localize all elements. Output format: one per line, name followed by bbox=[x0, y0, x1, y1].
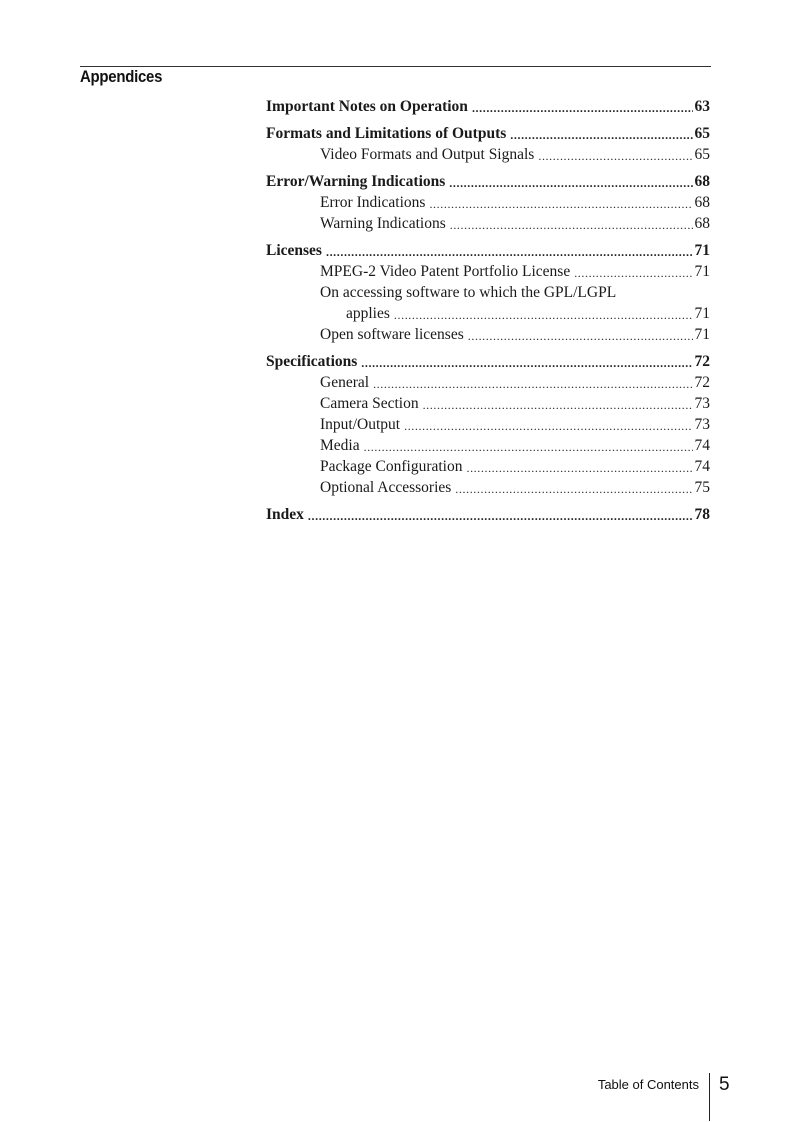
dot-leader bbox=[308, 504, 693, 525]
entry-page: 71 bbox=[694, 305, 710, 322]
entry-page: 65 bbox=[694, 146, 710, 163]
footer-divider bbox=[709, 1073, 710, 1121]
toc-subentry[interactable] bbox=[266, 414, 710, 435]
dot-leader bbox=[449, 171, 692, 192]
toc-entry[interactable] bbox=[266, 171, 710, 192]
dot-leader bbox=[394, 303, 693, 324]
entry-title: Optional Accessories bbox=[320, 477, 455, 498]
page-number: 5 bbox=[719, 1074, 730, 1095]
entry-title: MPEG-2 Video Patent Portfolio License bbox=[320, 261, 574, 282]
dot-leader bbox=[510, 123, 692, 144]
entry-page: 71 bbox=[694, 326, 710, 343]
toc-entry[interactable] bbox=[266, 240, 710, 261]
entry-page: 63 bbox=[694, 98, 710, 115]
dot-leader bbox=[361, 351, 692, 372]
toc-subentry[interactable] bbox=[266, 144, 710, 165]
entry-title: Media bbox=[320, 435, 364, 456]
dot-leader bbox=[404, 414, 692, 435]
dot-leader bbox=[574, 261, 692, 282]
entry-title: Package Configuration bbox=[320, 456, 466, 477]
toc-subentry-continuation[interactable] bbox=[266, 303, 710, 324]
entry-page: 71 bbox=[694, 263, 710, 280]
entry-page: 68 bbox=[694, 215, 710, 232]
entry-page: 72 bbox=[694, 353, 710, 370]
entry-title: Index bbox=[266, 504, 308, 525]
toc-entry[interactable] bbox=[266, 351, 710, 372]
toc-subentry[interactable] bbox=[266, 372, 710, 393]
dot-leader bbox=[450, 213, 693, 234]
dot-leader bbox=[466, 456, 692, 477]
entry-page: 73 bbox=[694, 416, 710, 433]
entry-title: Error/Warning Indications bbox=[266, 171, 449, 192]
toc-entry[interactable] bbox=[266, 96, 710, 117]
toc-subentry[interactable] bbox=[266, 324, 710, 345]
dot-leader bbox=[423, 393, 693, 414]
entry-title: Important Notes on Operation bbox=[266, 96, 472, 117]
dot-leader bbox=[538, 144, 692, 165]
header-rule bbox=[80, 66, 711, 67]
toc-subentry[interactable] bbox=[266, 477, 710, 498]
toc-entry[interactable] bbox=[266, 504, 710, 525]
entry-title: General bbox=[320, 372, 373, 393]
toc-subentry-first-line[interactable]: On accessing software to which the GPL/LGPL bbox=[320, 284, 617, 301]
dot-leader bbox=[326, 240, 693, 261]
entry-page: 72 bbox=[694, 374, 710, 391]
entry-page: 73 bbox=[694, 395, 710, 412]
entry-page: 68 bbox=[694, 194, 710, 211]
entry-title: Input/Output bbox=[320, 414, 404, 435]
dot-leader bbox=[472, 96, 693, 117]
entry-page: 78 bbox=[694, 506, 710, 523]
toc-subentry[interactable] bbox=[266, 261, 710, 282]
toc-entry[interactable] bbox=[266, 123, 710, 144]
entry-title: Formats and Limitations of Outputs bbox=[266, 123, 510, 144]
dot-leader bbox=[468, 324, 693, 345]
dot-leader bbox=[364, 435, 693, 456]
entry-title: Camera Section bbox=[320, 393, 423, 414]
entry-title: Warning Indications bbox=[320, 213, 450, 234]
entry-page: 71 bbox=[694, 242, 710, 259]
toc-subentry[interactable] bbox=[266, 435, 710, 456]
entry-title: Video Formats and Output Signals bbox=[320, 144, 538, 165]
toc-subentry[interactable] bbox=[266, 192, 710, 213]
dot-leader bbox=[373, 372, 692, 393]
footer-label: Table of Contents bbox=[597, 1077, 699, 1092]
entry-title: Licenses bbox=[266, 240, 326, 261]
toc-subentry[interactable] bbox=[266, 393, 710, 414]
table-of-contents bbox=[266, 96, 710, 525]
dot-leader bbox=[455, 477, 692, 498]
entry-page: 74 bbox=[694, 458, 710, 475]
entry-page: 75 bbox=[694, 479, 710, 496]
entry-title: applies bbox=[346, 303, 394, 324]
entry-page: 65 bbox=[694, 125, 710, 142]
entry-title: Error Indications bbox=[320, 192, 429, 213]
entry-title: Open software licenses bbox=[320, 324, 468, 345]
section-heading: Appendices bbox=[80, 67, 163, 86]
entry-title: Specifications bbox=[266, 351, 361, 372]
dot-leader bbox=[429, 192, 692, 213]
toc-subentry[interactable] bbox=[266, 456, 710, 477]
entry-page: 74 bbox=[694, 437, 710, 454]
entry-page: 68 bbox=[694, 173, 710, 190]
toc-subentry[interactable] bbox=[266, 213, 710, 234]
